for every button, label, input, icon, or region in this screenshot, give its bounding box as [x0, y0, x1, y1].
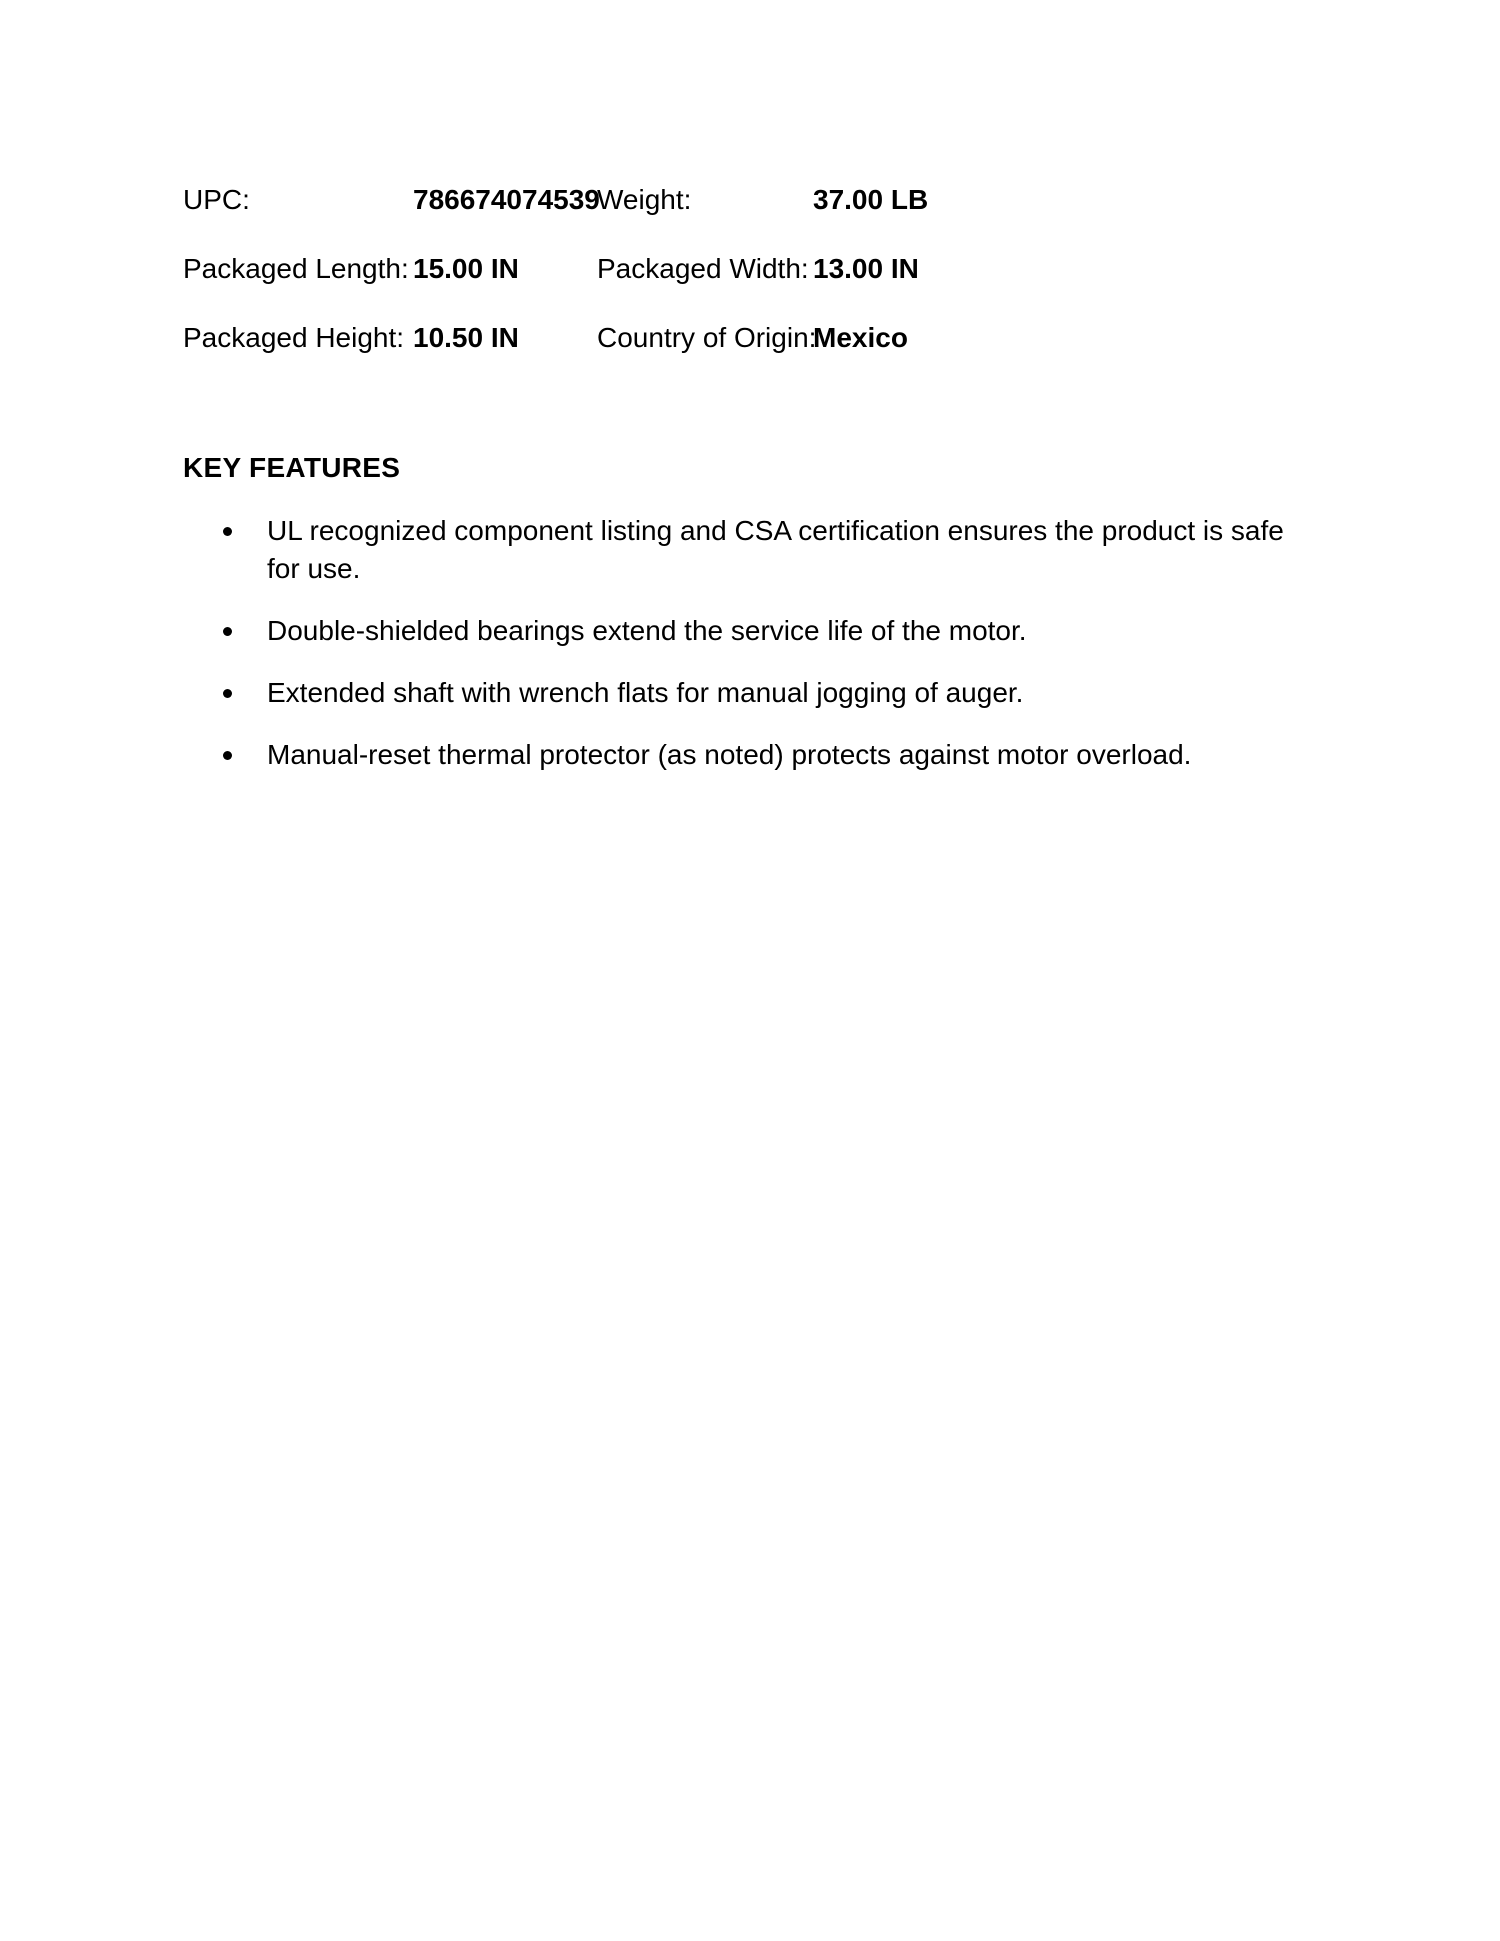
key-features-heading: KEY FEATURES — [183, 452, 401, 483]
spec-table — [183, 181, 928, 357]
feature-item-extended-shaft: Extended shaft with wrench flats for manual jogging of auger. — [267, 674, 1324, 712]
spec-value-packaged-height: 10.50 IN — [413, 322, 519, 353]
spec-label-upc: UPC: — [183, 184, 250, 215]
spec-label-packaged-width: Packaged Width: — [597, 253, 809, 284]
feature-item-ul-csa: UL recognized component listing and CSA certification ensures the product is safe for use. — [267, 512, 1324, 588]
spec-label-weight: Weight: — [597, 184, 692, 215]
feature-item-thermal-protector: Manual-reset thermal protector (as noted) protects against motor overload. — [267, 736, 1324, 774]
spec-value-country-of-origin: Mexico — [813, 322, 908, 353]
spec-label-packaged-height: Packaged Height: — [183, 322, 405, 353]
spec-value-packaged-length: 15.00 IN — [413, 253, 519, 284]
key-features-list — [183, 512, 1324, 774]
feature-item-bearings: Double-shielded bearings extend the service life of the motor. — [267, 612, 1324, 650]
spec-value-weight: 37.00 LB — [813, 184, 929, 215]
spec-value-upc: 786674074539 — [413, 184, 600, 215]
spec-label-country-of-origin: Country of Origin: — [597, 322, 817, 353]
spec-value-packaged-width: 13.00 IN — [813, 253, 919, 284]
spec-label-packaged-length: Packaged Length: — [183, 253, 409, 284]
key-features-section — [183, 449, 1324, 798]
